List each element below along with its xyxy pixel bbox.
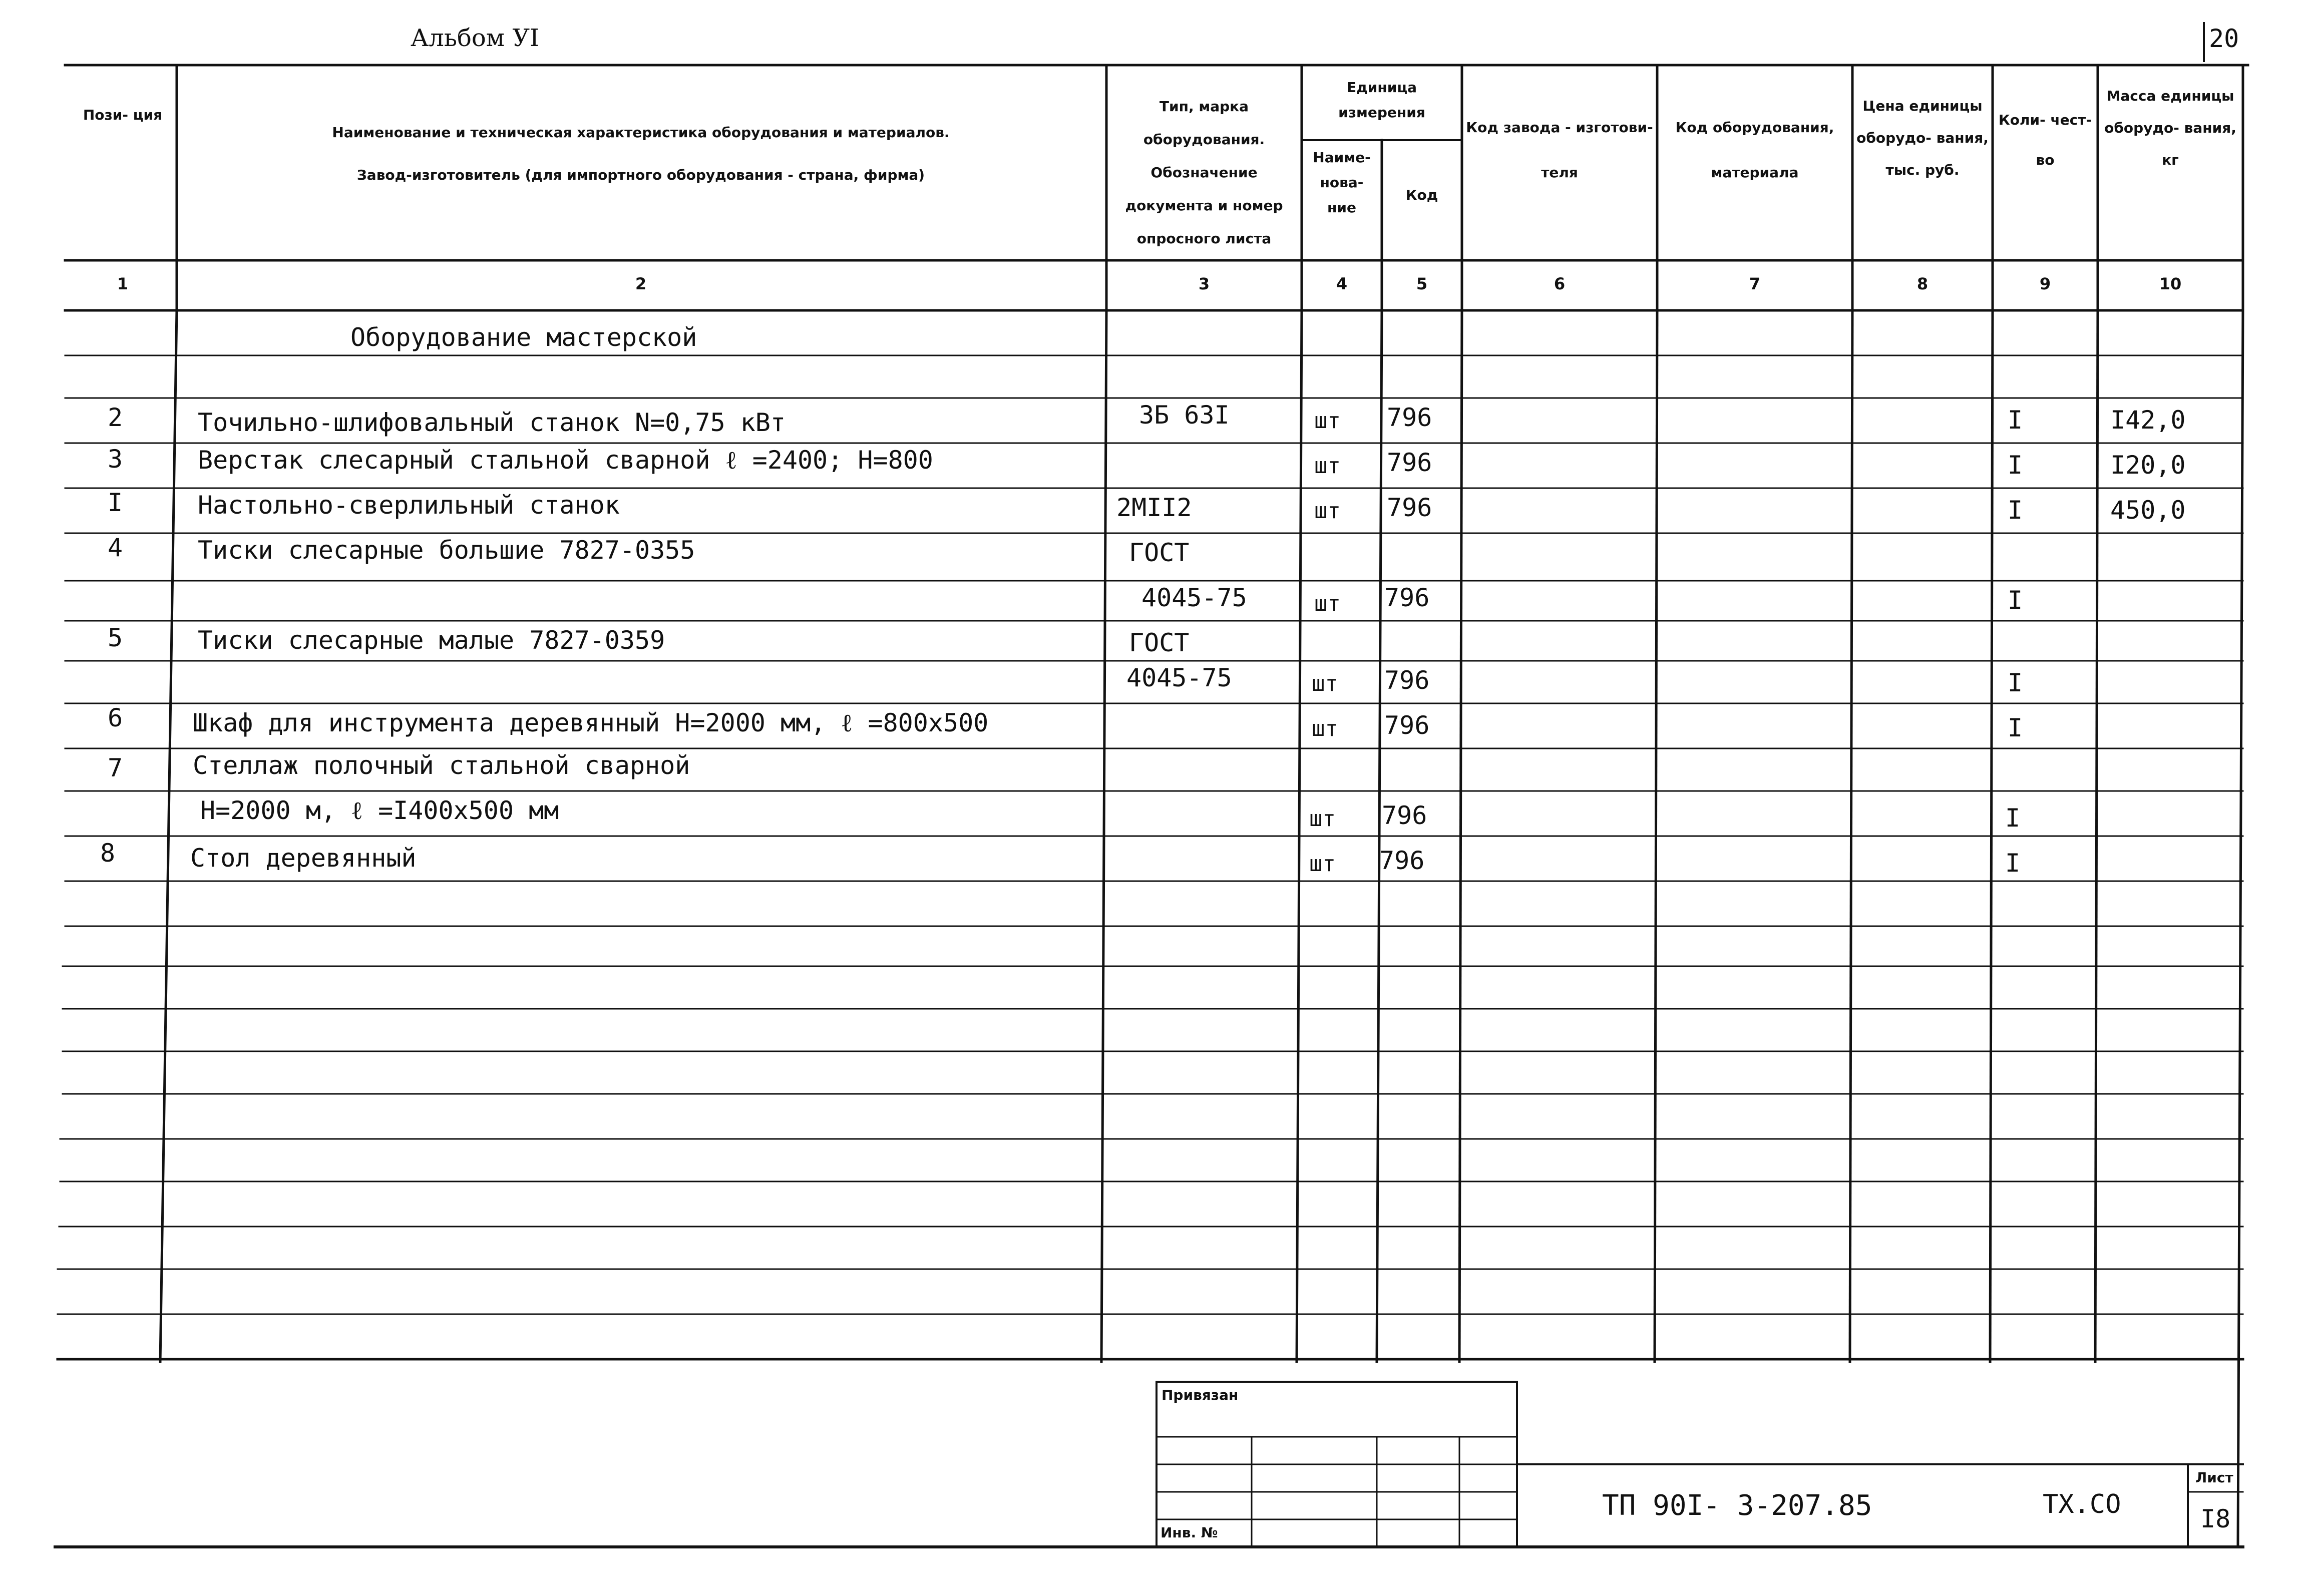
row-unit: шт	[1309, 851, 1336, 877]
row-mass: I20,0	[2110, 451, 2186, 480]
row-quantity: I	[2008, 713, 2023, 742]
row-quantity: I	[2005, 849, 2021, 878]
column-number: 6	[1554, 274, 1566, 293]
header-name-line1: Наименование и техническая характеристика оборудования и материалов.	[332, 124, 950, 141]
row-position: I	[107, 488, 123, 517]
row-quantity: I	[2008, 496, 2023, 525]
row-name: Н=2000 м, ℓ =I400х500 мм	[200, 796, 559, 825]
row-position: 4	[107, 533, 123, 562]
sheet-number: I8	[2200, 1504, 2231, 1533]
page-number: 20	[2209, 24, 2239, 53]
row-quantity: I	[2008, 406, 2023, 435]
row-type: 4045-75	[1141, 583, 1247, 612]
header-unit-code: Код	[1405, 187, 1438, 203]
row-unit: шт	[1314, 591, 1341, 616]
header-quantity: Коли- чест- во	[1998, 112, 2092, 168]
document-code: ТП 90I- 3-207.85	[1602, 1489, 1872, 1522]
row-position: 3	[107, 445, 123, 474]
row-quantity: I	[2008, 586, 2023, 615]
row-type: 3Б 63I	[1139, 401, 1230, 430]
row-unit: шт	[1314, 408, 1341, 434]
row-position: 2	[107, 403, 123, 432]
album-label: Альбом УI	[411, 24, 540, 52]
header-unit: Единица измерения	[1338, 79, 1425, 121]
row-mass: 450,0	[2110, 496, 2186, 525]
row-position: 8	[100, 839, 116, 868]
column-number: 4	[1336, 274, 1348, 293]
header-price: Цена единицы оборудо- вания, тыс. руб.	[1856, 98, 1989, 178]
row-name: Настольно-сверлильный станок	[198, 491, 620, 520]
stamp-inventory: Инв. №	[1161, 1524, 1218, 1541]
row-position: 7	[107, 753, 123, 782]
row-type: 4045-75	[1126, 663, 1232, 692]
row-code: 796	[1384, 583, 1430, 612]
sheet-label: Лист	[2195, 1469, 2233, 1486]
row-position: 5	[107, 623, 123, 652]
row-position: 6	[107, 703, 123, 732]
row-name: Тиски слесарные большие 7827-0355	[198, 536, 695, 565]
row-unit: шт	[1314, 498, 1341, 524]
row-type: ГОСТ	[1129, 628, 1190, 657]
row-code: 796	[1384, 666, 1430, 695]
section-title: Оборудование мастерской	[350, 323, 697, 352]
header-equipment-code: Код оборудования, материала	[1675, 119, 1834, 181]
column-number: 8	[1916, 274, 1929, 293]
header-type: Тип, марка оборудования. Обозначение документа и номер опросного листа	[1125, 98, 1283, 247]
column-number: 3	[1198, 274, 1210, 293]
header-mass: Масса единицы оборудо- вания, кг	[2104, 88, 2236, 168]
column-number: 5	[1416, 274, 1428, 293]
column-number: 10	[2159, 274, 2182, 293]
row-code: 796	[1382, 801, 1427, 830]
row-unit: шт	[1312, 671, 1338, 696]
column-number: 2	[635, 274, 647, 293]
row-code: 796	[1387, 448, 1432, 477]
row-name: Точильно-шлифовальный станок N=0,75 кВт	[198, 408, 786, 437]
column-number: 1	[117, 274, 129, 293]
row-code: 796	[1387, 493, 1432, 522]
column-number: 7	[1749, 274, 1761, 293]
row-name: Шкаф для инструмента деревянный Н=2000 мм, ℓ =800х500	[193, 708, 989, 737]
row-name: Верстак слесарный стальной сварной ℓ =2400; Н=800	[198, 446, 933, 475]
row-name: Стол деревянный	[190, 844, 417, 873]
row-code: 796	[1387, 403, 1432, 432]
header-position: Пози- ция	[83, 107, 163, 123]
header-name-line2: Завод-изготовитель (для импортного оборудования - страна, фирма)	[356, 167, 925, 183]
stamp-privyazan: Привязан	[1162, 1387, 1239, 1403]
row-quantity: I	[2008, 451, 2023, 480]
row-name: Стеллаж полочный стальной сварной	[193, 751, 690, 780]
row-code: 796	[1379, 846, 1425, 875]
row-unit: шт	[1309, 806, 1336, 832]
row-code: 796	[1384, 711, 1430, 740]
document-mark: ТХ.СО	[2043, 1489, 2121, 1519]
column-number: 9	[2039, 274, 2051, 293]
row-name: Тиски слесарные малые 7827-0359	[198, 626, 665, 655]
header-unit-name: Наиме- нова- ние	[1313, 149, 1371, 216]
row-unit: шт	[1312, 716, 1338, 741]
row-quantity: I	[2005, 804, 2021, 833]
row-type: ГОСТ	[1129, 538, 1190, 567]
row-unit: шт	[1314, 453, 1341, 479]
row-mass: I42,0	[2110, 406, 2186, 435]
header-factory-code: Код завода - изготови- теля	[1466, 119, 1653, 181]
row-type: 2МII2	[1116, 493, 1192, 522]
row-quantity: I	[2008, 668, 2023, 697]
